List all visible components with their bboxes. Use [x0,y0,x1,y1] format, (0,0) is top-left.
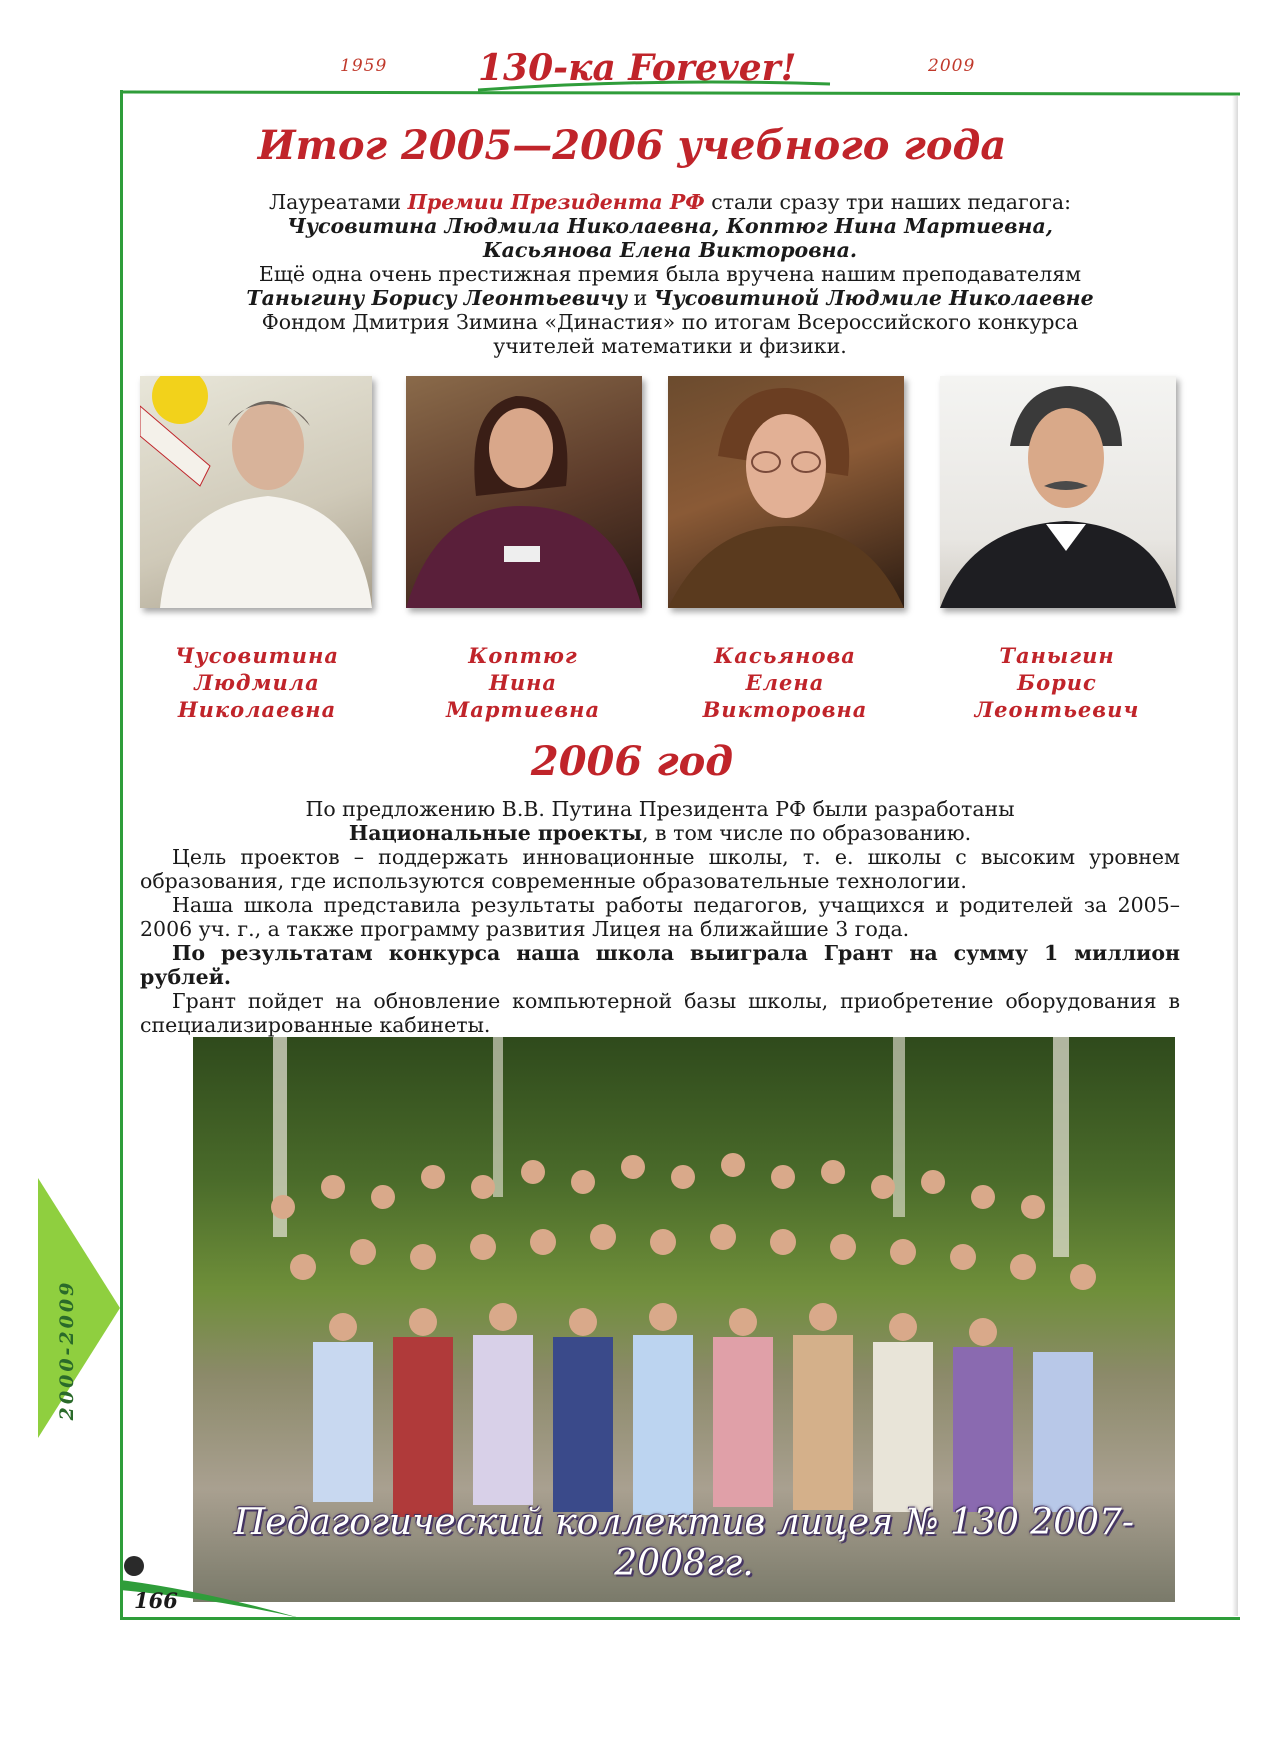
frame-left-border [120,90,123,1620]
text-prefix: Лауреатами [269,190,408,214]
caption-surname: Чусовитина [175,643,339,668]
president-prize-text: Премии Президента РФ [407,190,705,214]
school-results-paragraph: Наша школа представила результаты работы педагогов, учащихся и родителей за 2005–2006 уч. г., а также программу развития Лицея на ближайшие 3 года. [140,893,1180,941]
frame-top-border [120,90,1240,98]
laureates-line-1 [140,190,1200,214]
grant-usage-paragraph: Грант пойдет на обновление компьютерной базы школы, приобретение оборудования в специализированные кабинеты. [140,989,1180,1037]
caption-patronymic: Николаевна [177,697,337,722]
caption-surname: Таныгин [999,643,1115,668]
year-right: 2009 [928,56,976,76]
caption-first-name: Людмила [194,670,320,695]
caption-patronymic: Леонтьевич [974,697,1140,722]
portrait-caption-koptyug [408,642,638,723]
projects-line-2 [140,821,1180,845]
laureates-line-4: Ещё одна очень престижная премия была вручена нашим преподавателям [258,262,1082,286]
portrait-photo-kasyanova [668,376,904,608]
caption-surname: Касьянова [714,643,856,668]
caption-patronymic: Викторовна [702,697,868,722]
portrait-photo-koptyug [406,376,642,608]
grant-result-paragraph: По результатам конкурса наша школа выиграла Грант на сумму 1 миллион рублей. [140,941,1180,989]
frame-right-shadow [1232,96,1238,1616]
caption-first-name: Нина [488,670,558,695]
national-projects-bold: Национальные проекты [348,821,643,845]
name-tanygin: Таныгину Борису Леонтьевичу [246,286,628,310]
group-photo-caption: Педагогический коллектив лицея № 130 2007-2008гг. [233,1502,1135,1584]
laureates-line-5 [140,286,1200,310]
portrait-photo-chusovitina [140,376,372,608]
portrait-caption-kasyanova [670,642,900,723]
portrait-caption-tanygin [942,642,1172,723]
laureates-line-7: учителей математики и физики. [493,334,847,358]
section-title-2006: 2006 год [530,738,734,785]
laureates-line-2: Чусовитина Людмила Николаевна, Коптюг Нина Мартиевна, [287,214,1053,238]
laureates-line-6: Фондом Дмитрия Зимина «Династия» по итогам Всероссийского конкурса [261,310,1079,334]
conjunction: и [627,286,654,310]
text-suffix: стали сразу три наших педагога: [704,190,1071,214]
projects-goal-paragraph: Цель проектов – поддержать инновационные школы, т. е. школы с высоким уровнем образования, где используются современные образовательные технологии. [140,845,1180,893]
side-tab-label: 2000-2009 [56,1279,78,1421]
section-title-2005-2006: Итог 2005—2006 учебного года [257,122,1007,169]
page-number: 166 [134,1588,178,1613]
caption-surname: Коптюг [468,643,578,668]
projects-line-1: По предложению В.В. Путина Президента РФ были разработаны [305,797,1015,821]
caption-patronymic: Мартиевна [445,697,601,722]
national-projects-text [140,797,1180,1037]
laureates-paragraph [140,190,1200,358]
logo-text: 130-ка Forever! [478,47,797,89]
caption-first-name: Елена [745,670,825,695]
portrait-caption-chusovitina [142,642,372,723]
staff-group-photo [193,1037,1175,1602]
name-chusovitina: Чусовитиной Людмиле Николаевне [653,286,1094,310]
caption-first-name: Борис [1017,670,1097,695]
year-left: 1959 [340,56,388,76]
laureates-line-3: Касьянова Елена Викторовна. [482,238,858,262]
portrait-photo-tanygin [940,376,1176,608]
projects-line-2-rest: , в том числе по образованию. [642,821,972,845]
